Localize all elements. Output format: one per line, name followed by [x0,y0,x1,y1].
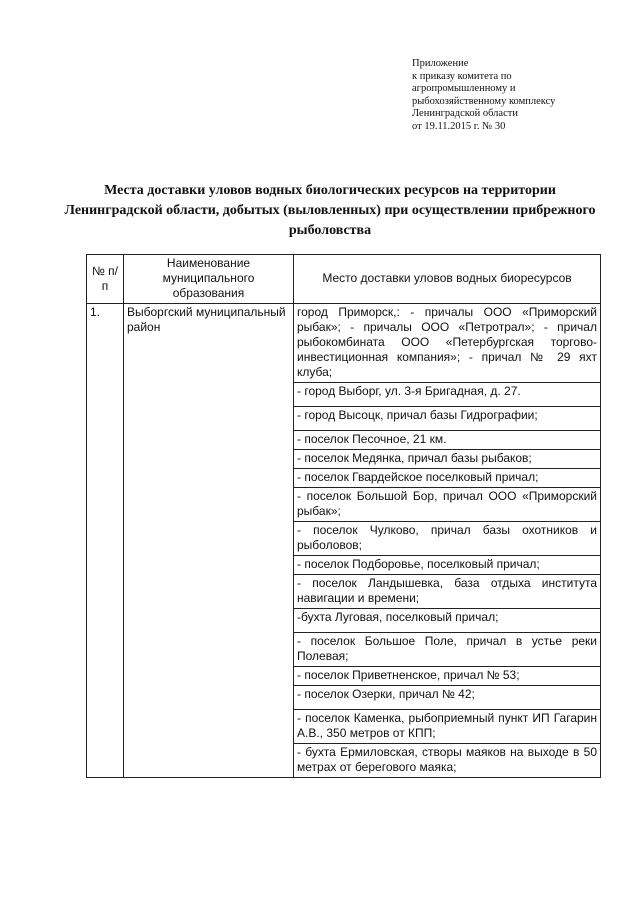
place-cell: - поселок Озерки, причал № 42; [294,686,601,710]
place-cell: - бухта Ермиловская, створы маяков на выходе в 50 метрах от берегового маяка; [294,744,601,778]
delivery-places-table [86,254,601,778]
place-cell: - поселок Ландышевка, база отдыха института навигации и времени; [294,575,601,609]
place-cell: - поселок Чулково, причал базы охотников и рыболовов; [294,522,601,556]
place-cell: - поселок Гвардейское поселковый причал; [294,469,601,488]
place-cell: город Приморск,: - причалы ООО «Приморский рыбак»; - причалы ООО «Петротрал»; - причал рыбокомбината ООО «Петербургская торгово-инвестиционная компания»; - причал № 29 яхт клуба; [294,304,601,383]
appendix-line: рыбохозяйственному комплексу [412,95,556,107]
header-municipality: Наименование муниципального образования [124,255,294,304]
appendix-line: Ленинградской области [412,108,518,120]
place-cell: - поселок Каменка, рыбоприемный пункт ИП Гагарин А.В., 350 метров от КПП; [294,710,601,744]
place-cell: - поселок Приветненское, причал № 53; [294,667,601,686]
place-cell: - поселок Песочное, 21 км. [294,431,601,450]
place-cell: -бухта Луговая, поселковый причал; [294,609,601,633]
appendix-line: Приложение [412,58,469,69]
place-cell: - город Высоцк, причал базы Гидрографии; [294,407,601,431]
row-municipality: Выборгский муниципальный район [124,304,294,778]
place-cell: - поселок Подборовье, поселковый причал; [294,556,601,575]
header-place: Место доставки уловов водных биоресурсов [294,255,601,304]
appendix-line: к приказу комитета по [412,70,512,82]
place-cell: - поселок Большой Бор, причал ООО «Приморский рыбак»; [294,488,601,522]
place-cell: - поселок Большое Поле, причал в устье реки Полевая; [294,633,601,667]
header-number: № п/п [87,255,124,304]
appendix-block [412,58,622,134]
place-cell: - город Выборг, ул. 3-я Бригадная, д. 27. [294,383,601,407]
document-title: Места доставки уловов водных биологических ресурсов на территории Ленинградской области, добытых (выловленных) при осуществлении прибрежного рыболовства [64,183,596,238]
place-cell: - поселок Медянка, причал базы рыбаков; [294,450,601,469]
row-number: 1. [87,304,124,778]
table-header-row [87,255,601,304]
appendix-line: агропромышленному и [412,83,516,95]
table-row [87,304,601,383]
appendix-line: от 19.11.2015 г. № 30 [412,120,506,132]
